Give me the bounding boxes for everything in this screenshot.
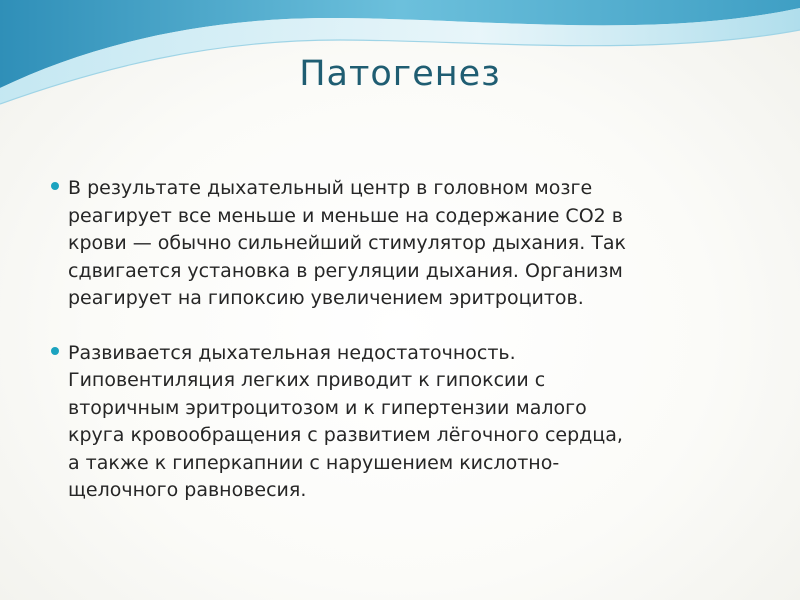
bullet-line: В результате дыхательный центр в головном мозге — [68, 177, 593, 199]
bullet-item — [48, 340, 768, 505]
bullet-line: а также к гиперкапнии с нарушением кислотно- — [68, 451, 560, 474]
bullet-line: реагирует все меньше и меньше на содержание СО2 в — [68, 204, 623, 227]
bullet-line: круга кровообращения с развитием лёгочного сердца, — [68, 424, 623, 446]
bullet-dot-icon — [51, 182, 59, 190]
bullet-line: крови — обычно сильнейший стимулятор дыхания. Так — [68, 232, 626, 254]
bullet-line: вторичным эритроцитозом и к гипертензии малого — [68, 396, 587, 419]
bullet-line: щелочного равновесия. — [68, 479, 307, 501]
bullet-dot-icon — [51, 347, 59, 355]
bullet-item — [48, 175, 768, 313]
bullet-line: реагирует на гипоксию увеличением эритроцитов. — [68, 287, 584, 309]
bullet-line: Гиповентиляция легких приводит к гипоксии с — [68, 369, 546, 391]
bullet-line: сдвигается установка в регуляции дыхания. Организм — [68, 259, 623, 282]
slide-title: Патогенез — [299, 54, 501, 94]
bullet-line: Развивается дыхательная недостаточность. — [68, 341, 516, 364]
bullet-list — [48, 175, 768, 532]
